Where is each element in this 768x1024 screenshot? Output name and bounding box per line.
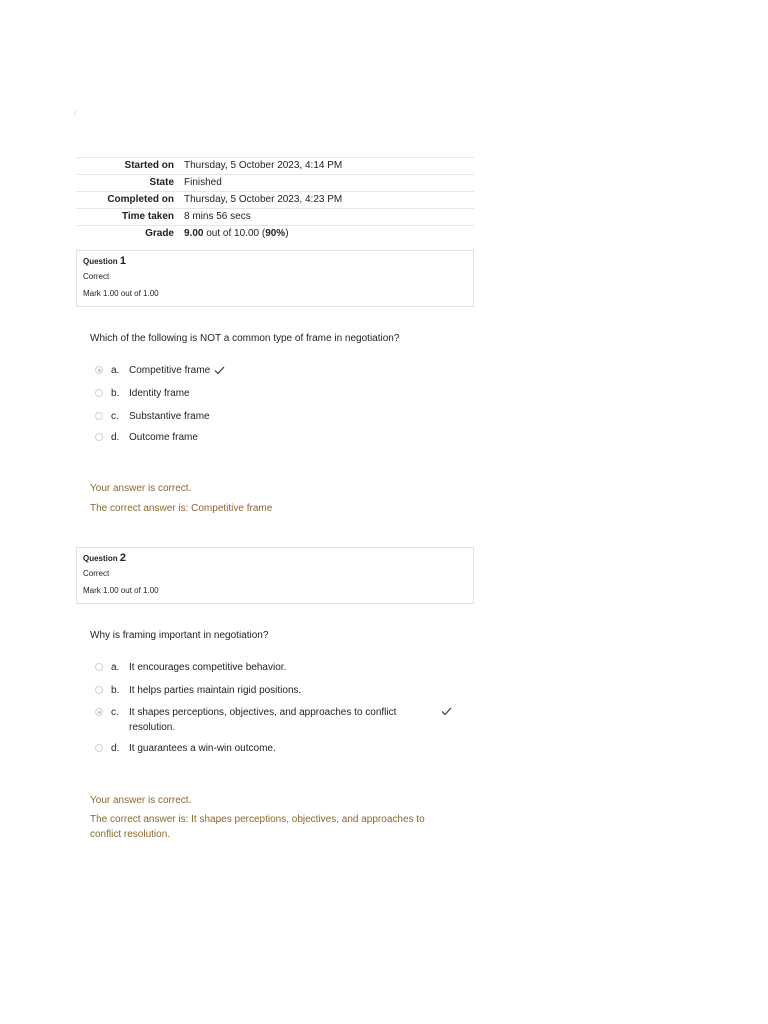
option-letter: a. xyxy=(111,365,120,376)
grade-out-of: out of 10.00 ( xyxy=(203,228,266,239)
question-number-value: 1 xyxy=(119,255,127,267)
option-letter: a. xyxy=(111,662,120,673)
option-text-wrap xyxy=(129,363,225,378)
option-text: It helps parties maintain rigid positions. xyxy=(129,685,302,696)
summary-label: State xyxy=(149,177,174,188)
summary-row-grade xyxy=(76,226,474,243)
summary-row-time xyxy=(76,209,474,226)
summary-row-state xyxy=(76,175,474,192)
summary-row-started xyxy=(76,158,474,175)
question-state: Correct xyxy=(83,569,110,578)
radio-icon[interactable] xyxy=(95,366,103,374)
radio-icon[interactable] xyxy=(95,744,103,752)
summary-row-completed xyxy=(76,192,474,209)
correct-answer-text: The correct answer is: Competitive frame xyxy=(90,503,273,514)
question-state: Correct xyxy=(83,272,110,281)
question-mark: Mark 1.00 out of 1.00 xyxy=(83,586,159,595)
option-letter: d. xyxy=(111,432,120,443)
question-mark: Mark 1.00 out of 1.00 xyxy=(83,289,159,298)
radio-icon[interactable] xyxy=(95,663,103,671)
option-letter: d. xyxy=(111,743,120,754)
question-number xyxy=(83,255,126,267)
option-text: It shapes perceptions, objectives, and approaches to conflict resolution. xyxy=(129,707,397,733)
summary-value: Finished xyxy=(184,177,222,188)
option-text: Substantive frame xyxy=(129,411,210,422)
option-letter: b. xyxy=(111,388,120,399)
grade-score: 9.00 xyxy=(184,228,204,239)
summary-value: 8 mins 56 secs xyxy=(184,211,251,222)
correct-answer-text: The correct answer is: It shapes perceptions, objectives, and approaches to conflict resolution. xyxy=(90,814,425,840)
summary-label: Started on xyxy=(124,160,174,171)
question-prefix: Question xyxy=(83,257,120,266)
radio-icon[interactable] xyxy=(95,433,103,441)
option-letter: c. xyxy=(111,707,119,718)
question-info-1 xyxy=(76,250,474,307)
feedback-text: Your answer is correct. xyxy=(90,483,192,494)
back-arrow-icon[interactable]: ‹ xyxy=(73,105,78,120)
feedback-text: Your answer is correct. xyxy=(90,795,192,806)
question-text: Why is framing important in negotiation? xyxy=(90,630,269,641)
summary-value: Thursday, 5 October 2023, 4:14 PM xyxy=(184,160,343,171)
radio-icon[interactable] xyxy=(95,389,103,397)
option-letter: b. xyxy=(111,685,120,696)
option-text: It guarantees a win-win outcome. xyxy=(129,743,276,754)
grade-close: ) xyxy=(285,228,289,239)
summary-label: Grade xyxy=(145,228,174,239)
quiz-summary-table xyxy=(76,157,474,242)
check-icon xyxy=(214,366,225,375)
option-text: Identity frame xyxy=(129,388,190,399)
question-number-value: 2 xyxy=(119,552,127,564)
radio-icon[interactable] xyxy=(95,708,103,716)
question-text: Which of the following is NOT a common type of frame in negotiation? xyxy=(90,333,400,344)
summary-value: Thursday, 5 October 2023, 4:23 PM xyxy=(184,194,343,205)
summary-label: Completed on xyxy=(107,194,174,205)
option-text: Outcome frame xyxy=(129,432,198,443)
summary-label: Time taken xyxy=(121,211,174,222)
option-text: It encourages competitive behavior. xyxy=(129,662,287,673)
radio-icon[interactable] xyxy=(95,686,103,694)
check-icon xyxy=(441,707,452,716)
question-prefix: Question xyxy=(83,554,120,563)
option-letter: c. xyxy=(111,411,119,422)
radio-icon[interactable] xyxy=(95,412,103,420)
question-info-2 xyxy=(76,547,474,604)
question-number xyxy=(83,552,126,564)
grade-value xyxy=(184,226,474,243)
grade-percent: 90% xyxy=(265,228,286,239)
option-text: Competitive frame xyxy=(129,365,211,376)
